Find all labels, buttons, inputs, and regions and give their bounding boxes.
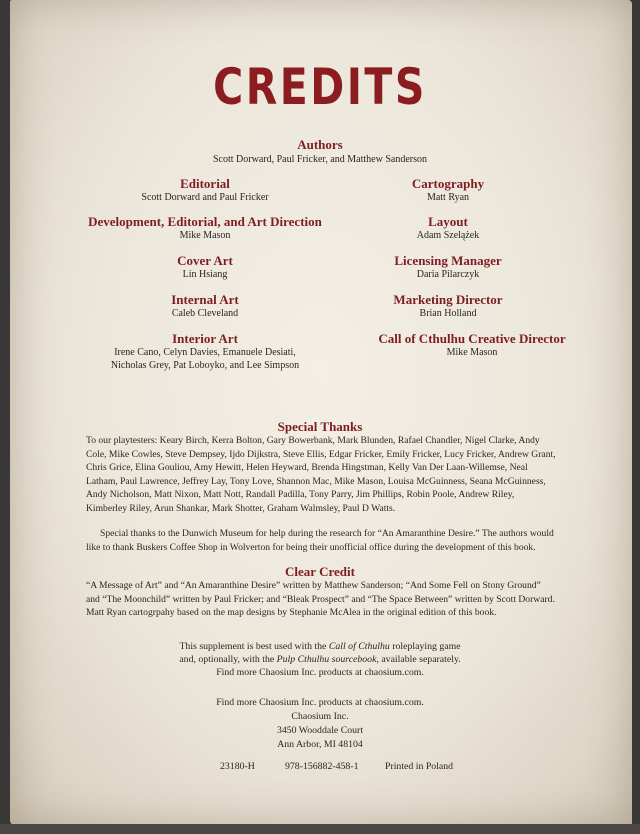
credit-heading: Layout (428, 214, 468, 229)
page-title: CREDITS (213, 58, 427, 116)
credit-interior-art (60, 331, 350, 372)
credit-name: Irene Cano, Celyn Davies, Emanuele Desiati, (114, 347, 296, 358)
credit-heading: Editorial (180, 176, 230, 191)
supplement-line-2 (0, 653, 640, 666)
credit-name: Scott Dorward and Paul Fricker (141, 192, 269, 203)
address-block (0, 696, 640, 752)
credit-name: Brian Holland (419, 308, 477, 319)
credit-heading: Development, Editorial, and Art Direction (88, 214, 322, 229)
credit-editorial (60, 176, 350, 204)
credit-licensing (348, 253, 548, 281)
credit-name: Mike Mason (446, 347, 498, 358)
isbn: 978-156882-458-1 (285, 761, 359, 772)
credit-heading: Cartography (411, 176, 485, 191)
credit-development (60, 214, 350, 242)
credit-internal-art (60, 292, 350, 320)
credit-marketing (348, 292, 548, 320)
text-run: and, optionally, with the (179, 654, 277, 665)
sourcebook-title: Pulp Cthulhu sourcebook (276, 654, 377, 665)
clear-credit-paragraph: “A Message of Art” and “An Amaranthine Desire” written by Matthew Sanderson; “And Some Fell on Stony Ground” and “The Moonchild” written by Paul Fricker; and “Bleak Prospect” and “The Space Between” written by Scott Dorward. Matt Ryan cartogrpahy based on the map designs by Stephanie McAlea in the original edition of this book. (86, 580, 555, 618)
credit-name: Matt Ryan (426, 192, 470, 203)
authors-block (0, 137, 640, 166)
supplement-block (0, 640, 640, 679)
credit-layout (348, 214, 548, 242)
credit-name: Nicholas Grey, Pat Loboyko, and Lee Simpson (110, 360, 300, 371)
credit-name: Caleb Cleveland (171, 308, 239, 319)
credit-heading: Cover Art (177, 253, 233, 268)
museum-paragraph: Special thanks to the Dunwich Museum for help during the research for “An Amaranthine Desire.” The authors would like to thank Buskers Coffee Shop in Wolverton for being their unofficial office during the development of this book. (86, 528, 554, 553)
special-thanks-heading: Special Thanks (277, 419, 363, 434)
credit-cartography (348, 176, 548, 204)
product-code: 23180-H (220, 761, 255, 772)
address-line: 3450 Wooddale Court (276, 725, 364, 736)
credit-heading: Licensing Manager (394, 253, 502, 268)
credit-name: Mike Mason (179, 230, 231, 241)
printed-in: Printed in Poland (385, 761, 454, 772)
game-title: Call of Cthulhu (328, 641, 390, 652)
address-line: Find more Chaosium Inc. products at chaosium.com. (216, 697, 424, 708)
supplement-line-3: Find more Chaosium Inc. products at chaosium.com. (216, 667, 424, 678)
clear-credit-heading: Clear Credit (285, 564, 355, 579)
authors-names: Scott Dorward, Paul Fricker, and Matthew Sanderson (213, 154, 427, 165)
credit-cover-art (60, 253, 350, 281)
credit-name: Adam Szelążek (416, 230, 480, 241)
text-run: roleplaying game (389, 641, 461, 652)
address-line: Ann Arbor, MI 48104 (277, 739, 363, 750)
page-bottom-edge (0, 824, 640, 834)
playtesters-paragraph: To our playtesters: Keary Birch, Kerra Bolton, Gary Bowerbank, Mark Blunden, Rafael Chandler, Nigel Clarke, Andy Cole, Mike Cowles, Steve Dempsey, Ijdo Dijkstra, Steve Ellis, Edgar Fricker, Emily Fricker, Lucy Fricker, Andrew Grant, Chris Grice, Elina Gouliou, Amy Hewitt, Helen Heyward, Brenda Hingstman, Kelly Van Der Laan-Willemse, Neal Latham, Paul Lawrence, Jeffrey Lay, Tony Love, Shannon Mac, Mike Mason, Louisa McGuinness, Seana McGuinness, Andy Nicholson, Matt Nixon, Matt Nott, Randall Padilla, Tony Parry, Jim Phillips, Robin Poole, Andrew Riley, Kimberley Riley, Arun Shankar, Mark Shotter, Graham Walmsley, Paul D Watts. (86, 435, 556, 514)
authors-heading: Authors (297, 137, 343, 152)
supplement-line-1 (0, 640, 640, 653)
credit-heading: Interior Art (172, 331, 238, 346)
credit-name: Lin Hsiang (182, 269, 228, 280)
credit-heading: Marketing Director (393, 292, 503, 307)
credit-name: Daria Pilarczyk (416, 269, 480, 280)
credit-heading: Internal Art (171, 292, 239, 307)
credit-creative-director (352, 331, 592, 359)
text-run: , available separately. (376, 654, 461, 665)
credit-heading: Call of Cthulhu Creative Director (378, 331, 566, 346)
text-run: This supplement is best used with the (179, 641, 329, 652)
address-line: Chaosium Inc. (291, 711, 349, 722)
